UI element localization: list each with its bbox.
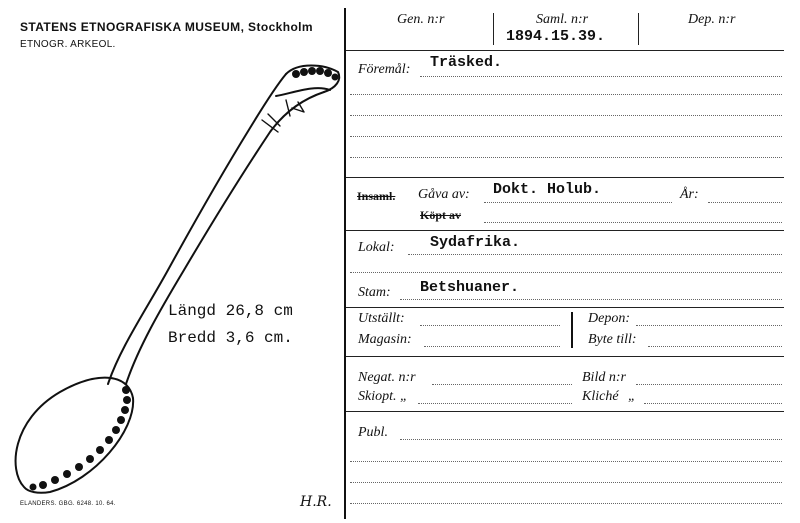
kliche-line <box>644 403 782 404</box>
saml-number-label: Saml. n:r <box>536 12 589 27</box>
ruled-line <box>350 482 782 483</box>
kliche-label: Kliché <box>582 389 619 404</box>
skiopt-line <box>418 403 572 404</box>
ar-line <box>708 202 782 203</box>
magasin-line <box>424 346 560 347</box>
utstallt-label: Utställt: <box>358 311 405 326</box>
department-label: ETNOGR. ARKEOL. <box>20 39 116 50</box>
print-code: ELANDERS. GBG. 6248. 10. 64. <box>20 501 116 507</box>
stam-label: Stam: <box>358 285 391 300</box>
lokal-value: Sydafrika. <box>430 234 521 251</box>
saml-number-value: 1894.15.39. <box>506 28 606 45</box>
ruled-line <box>350 136 782 137</box>
ruled-line <box>350 94 782 95</box>
ruled-line <box>350 461 782 462</box>
dep-number-label: Dep. n:r <box>688 12 736 27</box>
byte-line <box>648 346 782 347</box>
foremal-label: Föremål: <box>358 62 411 77</box>
negat-label: Negat. n:r <box>358 370 416 385</box>
ar-label: År: <box>680 187 699 202</box>
ruled-line <box>484 222 782 223</box>
storage-divider <box>571 312 573 348</box>
width-measurement: Bredd 3,6 cm. <box>168 329 293 347</box>
handwritten-initials: H.R. <box>300 494 332 510</box>
header-rule <box>346 50 784 51</box>
kopt-crossed-label: Köpt av <box>420 208 462 222</box>
skiopt-ditto: „ <box>400 389 408 404</box>
section-rule <box>346 307 784 308</box>
negat-line <box>432 384 572 385</box>
depon-label: Depon: <box>588 311 630 326</box>
gava-line <box>484 202 672 203</box>
bild-label: Bild n:r <box>582 370 626 385</box>
header-divider <box>638 13 639 45</box>
byte-label: Byte till: <box>588 332 637 347</box>
gava-label: Gåva av: <box>418 187 470 202</box>
depon-line <box>636 325 782 326</box>
section-rule <box>346 356 784 357</box>
ruled-line <box>350 272 782 273</box>
gen-number-label: Gen. n:r <box>397 12 445 27</box>
ruled-line <box>350 157 782 158</box>
gava-value: Dokt. Holub. <box>493 181 602 198</box>
foremal-line <box>420 76 782 77</box>
stam-line <box>400 299 782 300</box>
card-left-border <box>344 8 346 519</box>
foremal-value: Träsked. <box>430 54 503 71</box>
bild-line <box>636 384 782 385</box>
stam-value: Betshuaner. <box>420 279 520 296</box>
ruled-line <box>350 503 782 504</box>
insaml-crossed-label: Insaml. <box>357 189 396 203</box>
length-measurement: Längd 26,8 cm <box>168 302 293 320</box>
kliche-ditto: „ <box>628 389 636 404</box>
ruled-line <box>350 115 782 116</box>
magasin-label: Magasin: <box>358 332 412 347</box>
lokal-line <box>408 254 782 255</box>
section-rule <box>346 177 784 178</box>
museum-name: STATENS ETNOGRAFISKA MUSEUM, Stockholm <box>20 20 313 34</box>
publ-line <box>400 439 782 440</box>
header-divider <box>493 13 494 45</box>
lokal-label: Lokal: <box>358 240 395 255</box>
section-rule <box>346 230 784 231</box>
publ-label: Publ. <box>358 425 388 440</box>
skiopt-label: Skiopt. <box>358 389 397 404</box>
utstallt-line <box>420 325 560 326</box>
section-rule <box>346 411 784 412</box>
spoon-drawing <box>0 0 350 523</box>
